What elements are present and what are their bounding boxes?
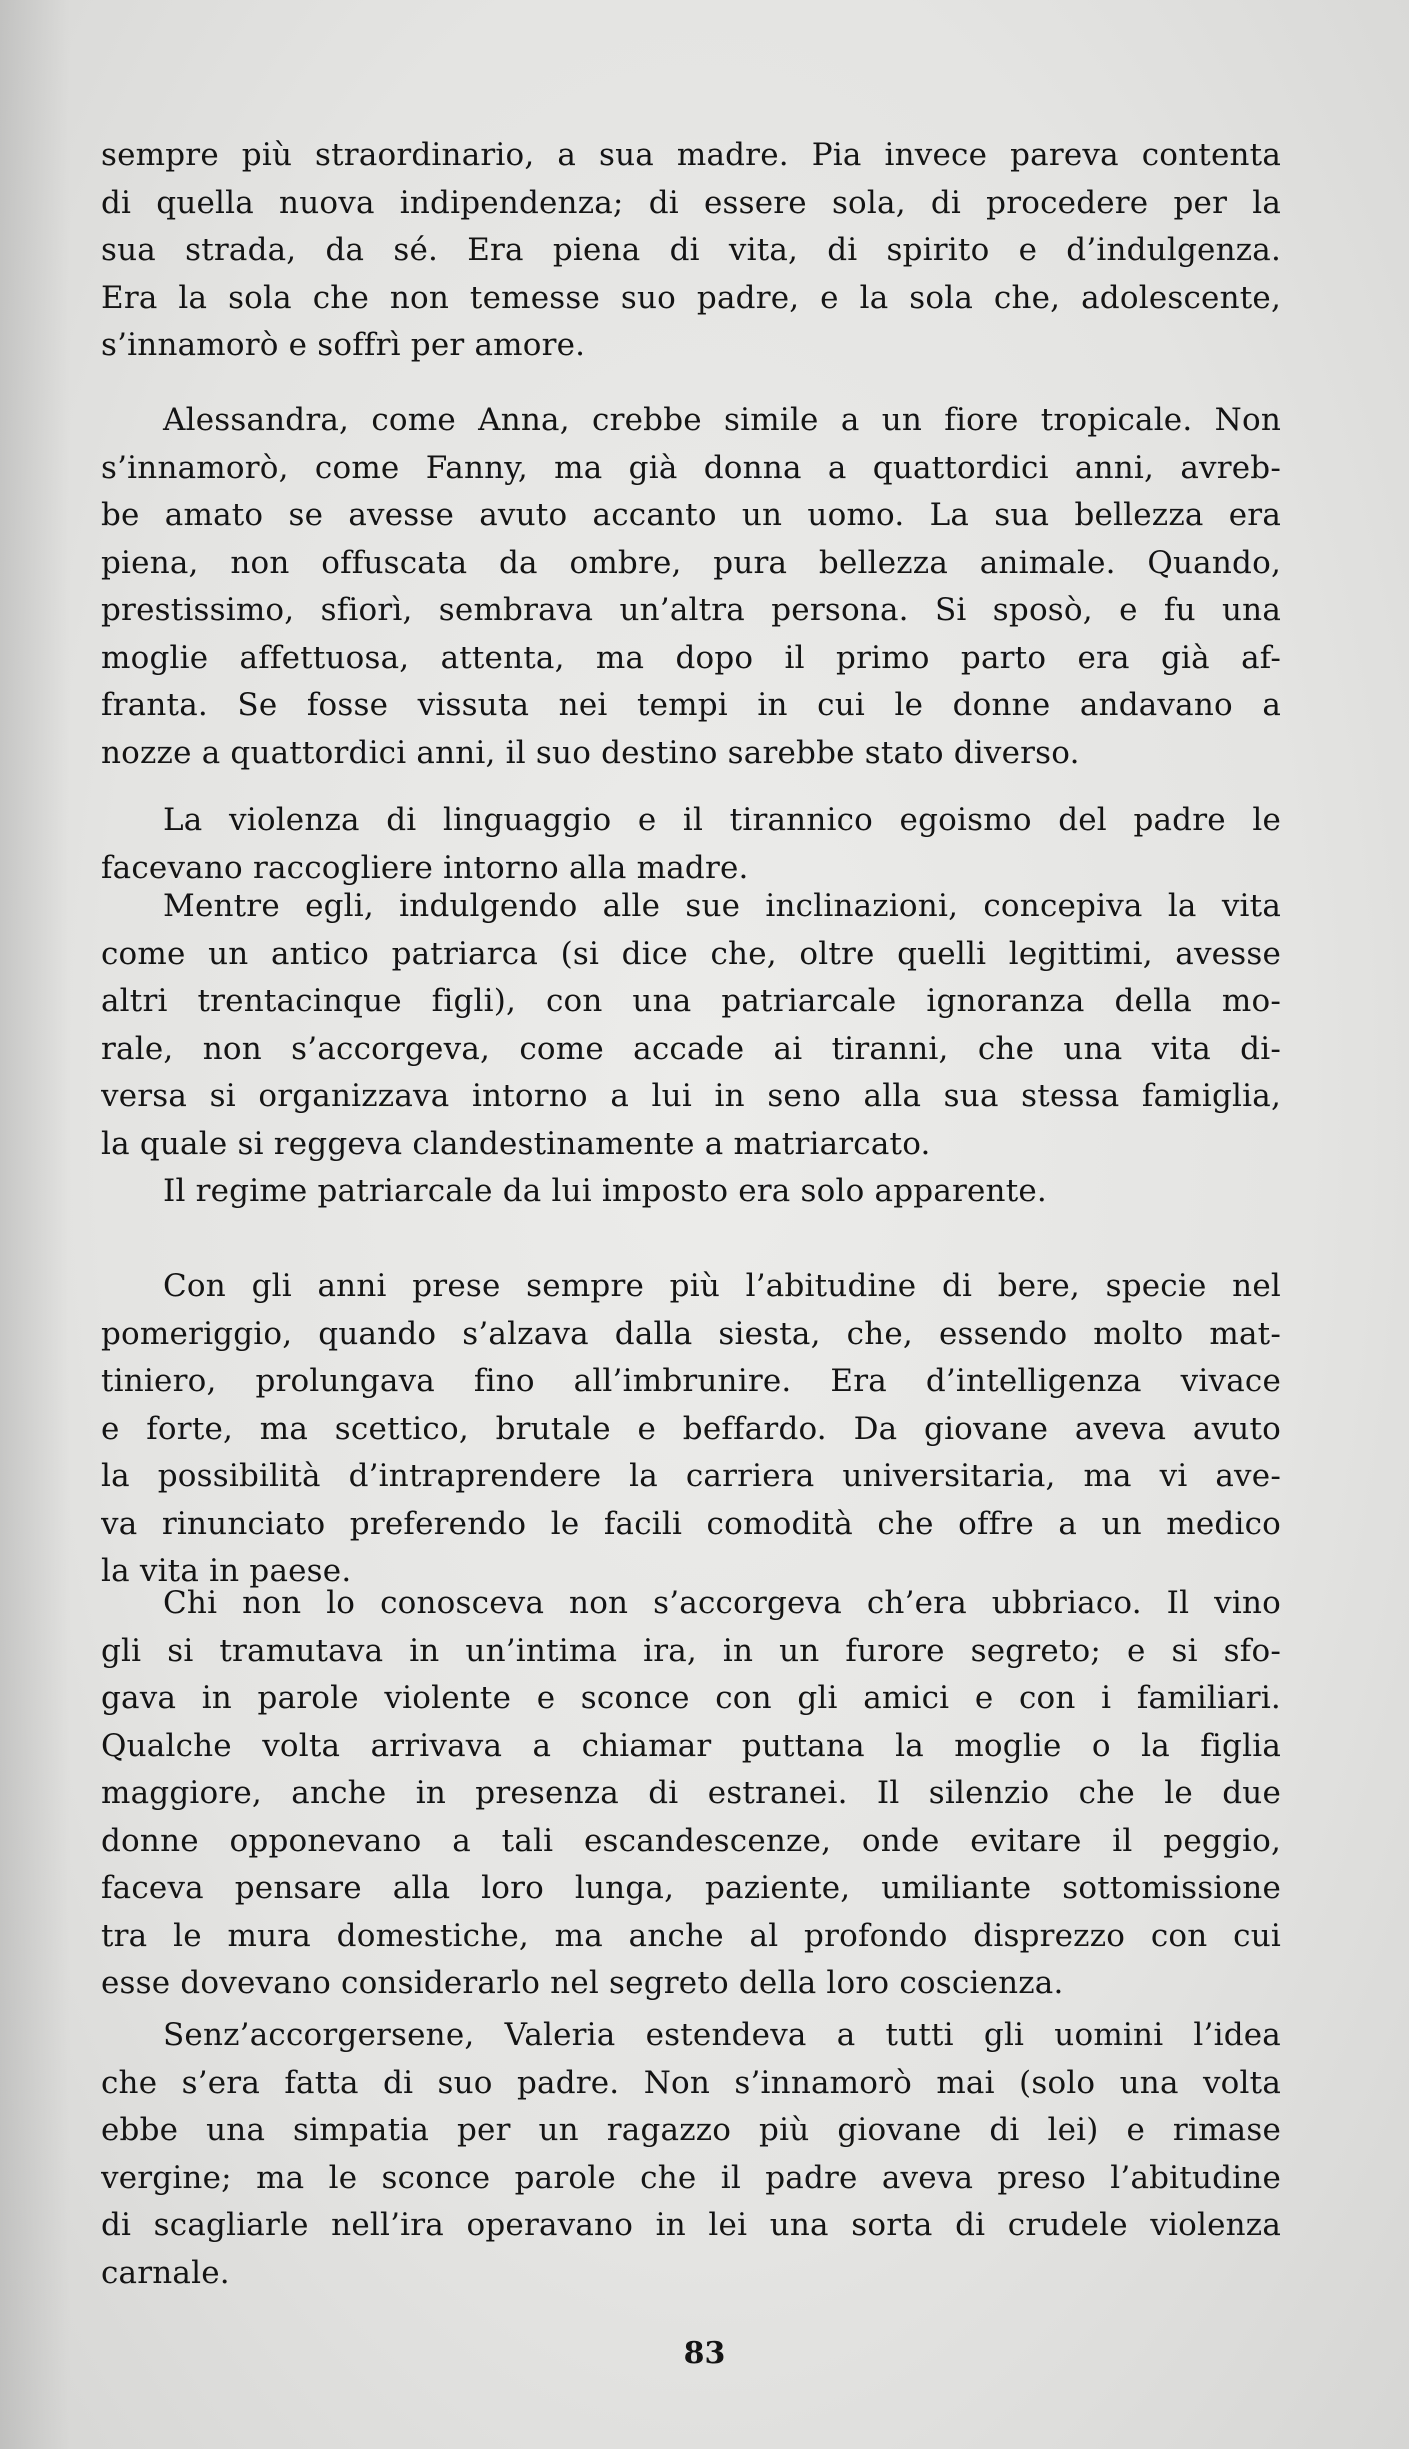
paragraph xyxy=(101,1580,1281,2008)
text-line: Alessandra, come Anna, crebbe simile a un fiore tropicale. Non xyxy=(163,402,1281,438)
text-line: che s’era fatta di suo padre. Non s’innamorò mai (solo una volta xyxy=(101,2064,1281,2101)
text-line: Chi non lo conosceva non s’accorgeva ch’era ubbriaco. Il vino xyxy=(163,1585,1281,1621)
paragraph xyxy=(101,797,1281,892)
text-line: prestissimo, sfiorì, sembrava un’altra persona. Si sposò, e fu una xyxy=(101,592,1281,628)
text-line: altri trentacinque figli), con una patriarcale ignoranza della mo- xyxy=(101,983,1281,1019)
paragraph xyxy=(101,883,1281,1168)
paragraph xyxy=(101,1168,1281,1216)
text-line: vergine; ma le sconce parole che il padre aveva preso l’abitudine xyxy=(101,2159,1281,2196)
text-line: Senz’accorgersene, Valeria estendeva a tutti gli uomini l’idea xyxy=(163,2017,1281,2053)
text-line: gava in parole violente e sconce con gli amici e con i familiari. xyxy=(101,1680,1281,1716)
paragraph xyxy=(101,1263,1281,1596)
text-line: esse dovevano considerarlo nel segreto della loro coscienza. xyxy=(101,1965,1064,2001)
text-line: facevano raccogliere intorno alla madre. xyxy=(101,849,749,886)
text-line: sua strada, da sé. Era piena di vita, di spirito e d’indulgenza. xyxy=(101,232,1281,268)
text-line: come un antico patriarca (si dice che, oltre quelli legittimi, avesse xyxy=(101,935,1281,972)
text-line: Il regime patriarcale da lui imposto era solo apparente. xyxy=(163,1173,1047,1209)
text-line: Con gli anni prese sempre più l’abitudine di bere, specie nel xyxy=(163,1268,1281,1304)
text-line: di scagliarle nell’ira operavano in lei una sorta di crudele violenza xyxy=(101,2207,1281,2243)
text-line: la vita in paese. xyxy=(101,1553,352,1589)
text-line: donne opponevano a tali escandescenze, onde evitare il peggio, xyxy=(101,1822,1281,1859)
text-line: maggiore, anche in presenza di estranei. Il silenzio che le due xyxy=(101,1775,1281,1811)
text-line: tra le mura domestiche, ma anche al profondo disprezzo con cui xyxy=(101,1917,1281,1954)
text-line: La violenza di linguaggio e il tirannico egoismo del padre le xyxy=(163,802,1281,838)
text-line: Mentre egli, indulgendo alle sue inclinazioni, concepiva la vita xyxy=(163,888,1281,924)
text-line: tiniero, prolungava fino all’imbrunire. Era d’intelligenza vivace xyxy=(101,1363,1281,1399)
text-line: e forte, ma scettico, brutale e beffardo. Da giovane aveva avuto xyxy=(101,1410,1281,1447)
text-line: versa si organizzava intorno a lui in seno alla sua stessa famiglia, xyxy=(101,1078,1281,1114)
paragraph xyxy=(101,397,1281,777)
text-line: be amato se avesse avuto accanto un uomo. La sua bellezza era xyxy=(101,497,1281,533)
text-line: faceva pensare alla loro lunga, paziente, umiliante sottomissione xyxy=(101,1870,1281,1906)
text-line: rale, non s’accorgeva, come accade ai tiranni, che una vita di- xyxy=(101,1030,1281,1067)
text-line: Qualche volta arrivava a chiamar puttana la moglie o la figlia xyxy=(101,1727,1281,1764)
paragraph xyxy=(101,2012,1281,2297)
text-line: moglie affettuosa, attenta, ma dopo il primo parto era già af- xyxy=(101,639,1281,676)
text-line: va rinunciato preferendo le facili comodità che offre a un medico xyxy=(101,1505,1281,1542)
text-line: pomeriggio, quando s’alzava dalla siesta, che, essendo molto mat- xyxy=(101,1315,1281,1352)
text-line: di quella nuova indipendenza; di essere sola, di procedere per la xyxy=(101,184,1281,221)
text-line: sempre più straordinario, a sua madre. Pia invece pareva contenta xyxy=(101,137,1281,173)
text-line: franta. Se fosse vissuta nei tempi in cui le donne andavano a xyxy=(101,687,1281,723)
page-number: 83 xyxy=(683,2336,726,2371)
text-line: la quale si reggeva clandestinamente a matriarcato. xyxy=(101,1125,931,1162)
text-line: la possibilità d’intraprendere la carriera universitaria, ma vi ave- xyxy=(101,1458,1281,1494)
text-line: s’innamorò e soffrì per amore. xyxy=(101,327,586,363)
page-edge-shadow xyxy=(0,0,70,2449)
text-line: piena, non offuscata da ombre, pura bellezza animale. Quando, xyxy=(101,544,1281,581)
text-line: s’innamorò, come Fanny, ma già donna a quattordici anni, avreb- xyxy=(101,449,1281,486)
paragraph xyxy=(101,132,1281,370)
text-line: carnale. xyxy=(101,2254,230,2291)
text-line: gli si tramutava in un’intima ira, in un furore segreto; e si sfo- xyxy=(101,1632,1281,1669)
text-line: ebbe una simpatia per un ragazzo più giovane di lei) e rimase xyxy=(101,2112,1281,2148)
text-line: nozze a quattordici anni, il suo destino sarebbe stato diverso. xyxy=(101,734,1080,771)
text-line: Era la sola che non temesse suo padre, e la sola che, adolescente, xyxy=(101,279,1281,316)
